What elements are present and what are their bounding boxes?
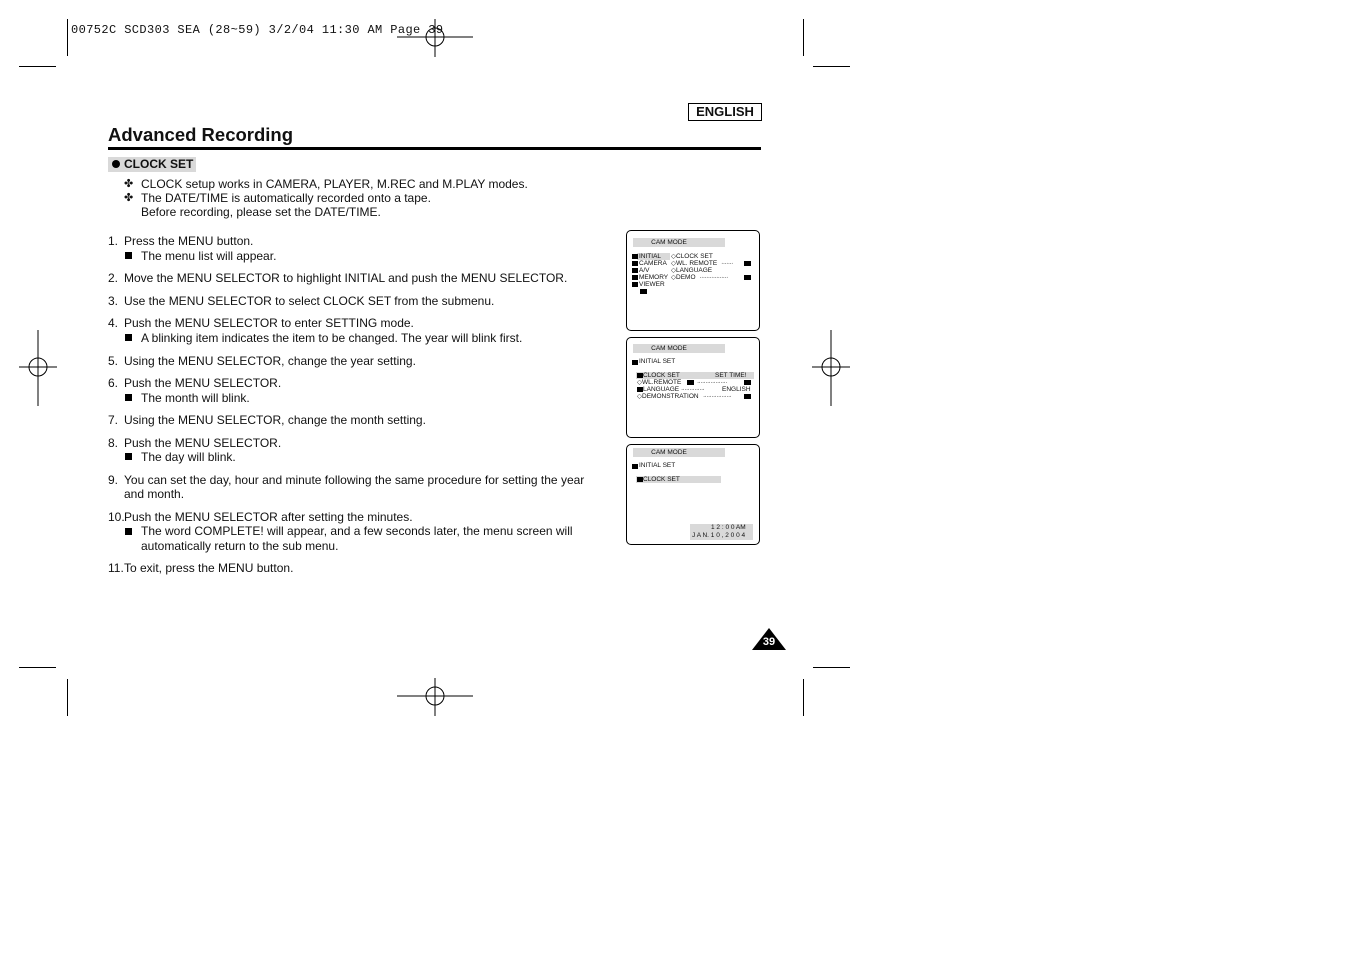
submenu-item-label: DEMONSTRATION: [642, 393, 699, 400]
menu-item: VIEWER: [639, 281, 665, 288]
square-bullet-icon: [125, 334, 132, 341]
print-header-stamp: 00752C SCD303 SEA (28~59) 3/2/04 11:30 AM Page 39: [71, 23, 444, 37]
intro-text: Before recording, please set the DATE/TIME.: [141, 205, 381, 219]
submenu-item: ◇LANGUAGE: [671, 267, 713, 274]
cross-bullet-icon: ✤: [124, 192, 134, 204]
crop-mark: [813, 66, 850, 67]
page-number-label: 39: [762, 636, 776, 648]
dot-leader: ··················: [697, 379, 727, 386]
crop-mark: [67, 19, 68, 56]
language-value: ENGLISH: [722, 386, 751, 393]
step-number: 3.: [108, 294, 119, 308]
intro-text: CLOCK setup works in CAMERA, PLAYER, M.REC and M.PLAY modes.: [141, 177, 528, 191]
step-number: 10.: [108, 510, 125, 524]
square-bullet-icon: [125, 252, 132, 259]
crop-mark: [19, 667, 56, 668]
memory-icon: [632, 275, 638, 280]
clock-time: 1 2 : 0 0 AM: [711, 524, 746, 531]
step-number: 5.: [108, 354, 119, 368]
menu-item: CAMERA: [639, 260, 667, 267]
submenu-heading: INITIAL SET: [639, 358, 676, 365]
screen-mode-label: CAM MODE: [633, 448, 725, 457]
step-number: 6.: [108, 376, 119, 390]
step-text: To exit, press the MENU button.: [124, 561, 294, 575]
folder-icon: [632, 464, 638, 469]
step-text: Press the MENU button.: [124, 234, 254, 248]
language-badge: ENGLISH: [688, 103, 762, 121]
folder-icon: [632, 254, 638, 259]
menu-screen-1: [626, 230, 760, 331]
bullet-dot-icon: [112, 160, 120, 168]
step-number: 1.: [108, 234, 119, 248]
menu-item: A/V: [639, 267, 650, 274]
step-subtext: The menu list will appear.: [141, 249, 277, 263]
submenu-item-label: WL. REMOTE: [676, 260, 718, 267]
crop-mark: [67, 679, 68, 716]
return-icon: [640, 289, 647, 294]
screen-mode-label: CAM MODE: [633, 238, 725, 247]
submenu-item-label: WL.REMOTE: [642, 379, 682, 386]
step-subtext: The word COMPLETE! will appear, and a few seconds later, the menu screen will: [141, 524, 573, 538]
step-text: You can set the day, hour and minute following the same procedure for setting the year: [124, 473, 585, 487]
submenu-item-label: DEMO: [676, 274, 696, 281]
submenu-item: ◇CLOCK SET: [671, 253, 713, 260]
setting-value-icon: [744, 394, 751, 399]
setting-value-icon: [744, 275, 751, 280]
submenu-heading: INITIAL SET: [639, 462, 676, 469]
step-number: 7.: [108, 413, 119, 427]
menu-screen-2: [626, 337, 760, 438]
registration-mark-icon: [812, 330, 850, 406]
step-text: Push the MENU SELECTOR.: [124, 376, 282, 390]
step-text: Use the MENU SELECTOR to select CLOCK SET from the submenu.: [124, 294, 495, 308]
step-text: Using the MENU SELECTOR, change the month setting.: [124, 413, 426, 427]
step-text: Push the MENU SELECTOR to enter SETTING mode.: [124, 316, 414, 330]
step-subtext: The month will blink.: [141, 391, 250, 405]
crop-mark: [19, 66, 56, 67]
square-bullet-icon: [125, 453, 132, 460]
page-number: [752, 628, 786, 650]
step-number: 9.: [108, 473, 119, 487]
step-subtext: The day will blink.: [141, 450, 236, 464]
submenu-item-label: CLOCK SET: [676, 253, 713, 260]
status-message: SET TIME!: [715, 372, 747, 379]
submenu-item: ◇DEMONSTRATION: [637, 393, 699, 400]
registration-mark-icon: [397, 678, 473, 716]
submenu-item: CLOCK SET: [643, 476, 680, 483]
setting-value-icon: [744, 261, 751, 266]
section-heading: [108, 157, 196, 172]
setting-value-icon: [744, 380, 751, 385]
crop-mark: [803, 19, 804, 56]
menu-item: INITIAL: [639, 253, 662, 260]
step-number: 11.: [108, 561, 124, 575]
cross-bullet-icon: ✤: [124, 178, 134, 190]
registration-mark-icon: [19, 330, 57, 406]
step-subtext: A blinking item indicates the item to be changed. The year will blink first.: [141, 331, 523, 345]
step-text-continued: and month.: [124, 487, 185, 501]
viewer-icon: [632, 282, 638, 287]
menu-screen-3: [626, 444, 760, 545]
folder-icon: [632, 360, 638, 365]
remote-value-icon: [687, 380, 694, 385]
step-number: 4.: [108, 316, 119, 330]
step-number: 8.: [108, 436, 119, 450]
square-bullet-icon: [125, 528, 132, 535]
step-number: 2.: [108, 271, 119, 285]
dot-leader: ·················: [703, 393, 732, 400]
step-subtext: automatically return to the sub menu.: [141, 539, 339, 553]
square-bullet-icon: [125, 394, 132, 401]
title-divider: [108, 147, 761, 150]
step-text: Push the MENU SELECTOR.: [124, 436, 282, 450]
step-text: Using the MENU SELECTOR, change the year setting.: [124, 354, 416, 368]
page-title: Advanced Recording: [108, 124, 294, 145]
step-text: Push the MENU SELECTOR after setting the minutes.: [124, 510, 413, 524]
submenu-item: ◇WL. REMOTE ·······: [671, 260, 733, 267]
camera-icon: [632, 261, 638, 266]
screen-mode-label: CAM MODE: [633, 344, 725, 353]
intro-text: The DATE/TIME is automatically recorded onto a tape.: [141, 191, 431, 205]
crop-mark: [803, 679, 804, 716]
menu-item: MEMORY: [639, 274, 669, 281]
section-heading-label: CLOCK SET: [124, 157, 194, 171]
submenu-item: LANGUAGE: [643, 386, 680, 393]
av-icon: [632, 268, 638, 273]
submenu-item-label: LANGUAGE: [676, 267, 713, 274]
crop-mark: [813, 667, 850, 668]
submenu-item: ◇DEMO ·················: [671, 274, 728, 281]
clock-date: J A N. 1 0 , 2 0 0 4: [692, 532, 746, 539]
submenu-item: ◇WL.REMOTE: [637, 379, 682, 386]
step-text: Move the MENU SELECTOR to highlight INITIAL and push the MENU SELECTOR.: [124, 271, 568, 285]
submenu-item: CLOCK SET: [643, 372, 680, 379]
dot-leader: ··············: [681, 386, 705, 393]
